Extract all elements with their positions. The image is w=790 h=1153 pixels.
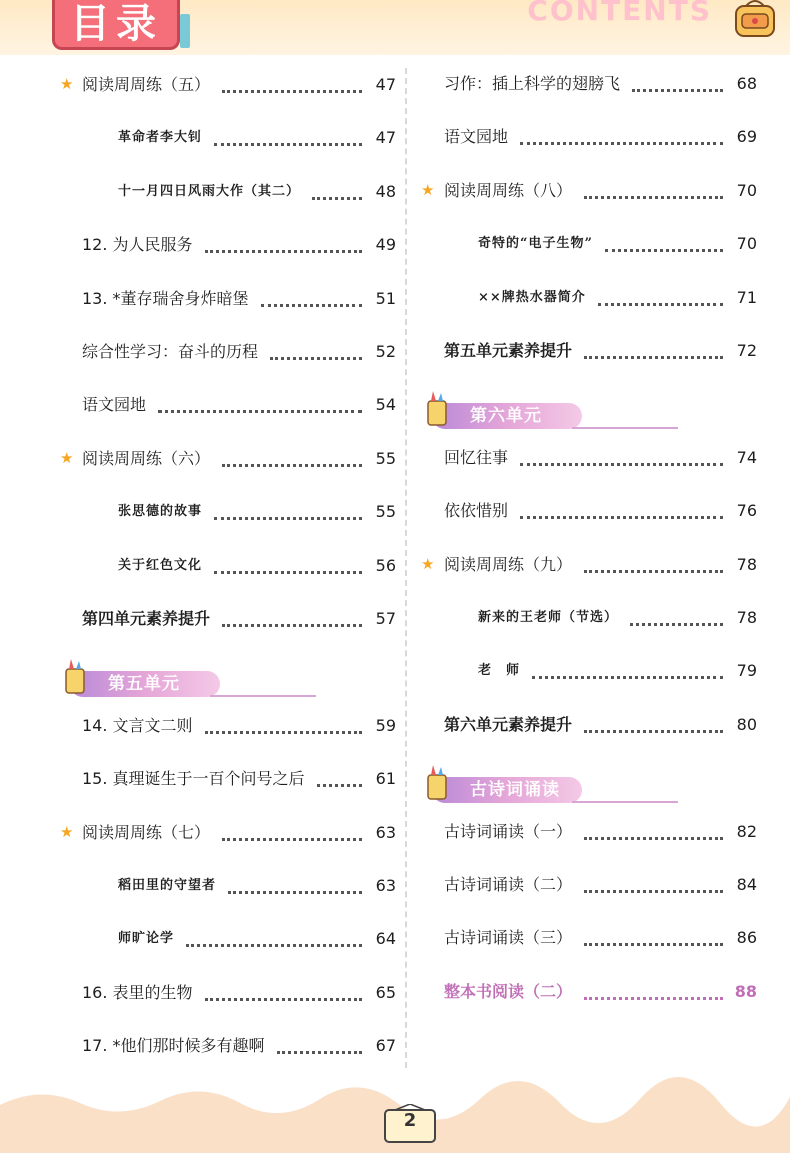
- leader-dots: [317, 784, 362, 787]
- schoolbag-icon: [728, 0, 780, 38]
- toc-entry-title: 张思德的故事: [118, 504, 203, 520]
- toc-entry-page: 48: [375, 181, 396, 201]
- toc-entry[interactable]: [0, 69, 790, 99]
- page-header: [0, 0, 790, 55]
- toc-entry-title: 13. *董存瑞舍身炸暗堡: [82, 288, 249, 308]
- toc-entry-page: 59: [375, 715, 396, 735]
- leader-dots: [532, 676, 723, 679]
- toc-entry[interactable]: [0, 229, 790, 259]
- logo-text: 目录: [70, 1, 162, 47]
- toc-entry-title: 第四单元素养提升: [82, 609, 211, 628]
- toc-entry[interactable]: [0, 176, 790, 206]
- toc-entry-title: 阅读周周练（七）: [82, 822, 211, 842]
- leader-dots: [584, 997, 723, 1000]
- leader-dots: [158, 410, 362, 413]
- banner-line: [210, 695, 316, 697]
- toc-entry-title: 古诗词诵读（一）: [444, 821, 573, 841]
- toc-entry-title: 稻田里的守望者: [118, 878, 217, 893]
- toc-entry-title: 语文园地: [82, 395, 147, 415]
- toc-entry[interactable]: [0, 122, 790, 152]
- contents-logo: [52, 0, 180, 50]
- toc-entry-page: 65: [375, 982, 396, 1002]
- toc-entry-title: 关于红色文化: [118, 557, 203, 573]
- leader-dots: [584, 196, 723, 199]
- toc-entry-page: 88: [734, 981, 757, 1001]
- banner-title: 古诗词诵读: [470, 780, 560, 801]
- toc-entry[interactable]: [0, 817, 790, 847]
- toc-entry-title: 综合性学习：奋斗的历程: [82, 342, 259, 361]
- toc-entry-page: 47: [375, 128, 396, 148]
- toc-entry-title: 16. 表里的生物: [82, 982, 193, 1002]
- toc-entry-page: 61: [375, 769, 396, 789]
- leader-dots: [520, 142, 723, 145]
- toc-entry[interactable]: [0, 283, 790, 313]
- toc-entry-page: 69: [736, 127, 757, 147]
- leader-dots: [630, 623, 723, 626]
- toc-entry-title: 师旷论学: [118, 931, 175, 947]
- toc-entry-title: 阅读周周练（八）: [444, 180, 573, 200]
- toc-entry-page: 78: [736, 608, 757, 627]
- toc-entry-page: 55: [375, 502, 396, 522]
- toc-entry-page: 72: [736, 341, 757, 360]
- toc-entry-title: 古诗词诵读（二）: [444, 875, 573, 894]
- toc-entry[interactable]: [0, 870, 790, 900]
- toc-entry-page: 67: [375, 1036, 396, 1056]
- toc-entry-page: 52: [375, 342, 396, 361]
- leader-dots: [584, 570, 723, 573]
- toc-entry-page: 63: [375, 822, 396, 842]
- leader-dots: [277, 1051, 362, 1054]
- toc-entry-page: 70: [736, 234, 757, 254]
- toc-entry-page: 54: [375, 395, 396, 415]
- toc-entry-page: 51: [375, 288, 396, 308]
- toc-entry-title: 阅读周周练（六）: [82, 448, 211, 468]
- star-icon: ★: [60, 448, 74, 467]
- star-icon: ★: [421, 180, 435, 199]
- toc-entry-page: 63: [375, 876, 396, 895]
- toc-entry-page: 78: [736, 554, 757, 574]
- toc-entry-title: 新来的王老师（节选）: [478, 610, 619, 625]
- leader-dots: [520, 463, 723, 466]
- toc-entry-title: 第五单元素养提升: [444, 341, 573, 360]
- toc-entry-title: 语文园地: [444, 127, 509, 147]
- toc-entry-title: 15. 真理诞生于一百个问号之后: [82, 769, 305, 789]
- banner-title: 第六单元: [470, 406, 542, 427]
- toc-entry-title: 习作：插上科学的翅膀飞: [444, 74, 621, 93]
- contents-label: CONTENTS: [527, 0, 712, 27]
- toc-entry-page: 64: [375, 929, 396, 949]
- leader-dots: [632, 89, 723, 92]
- toc-entry-title: 17. *他们那时候多有趣啊: [82, 1036, 265, 1056]
- toc-entry-title: 革命者李大钊: [118, 130, 203, 146]
- toc-entry-title: 阅读周周练（九）: [444, 554, 573, 574]
- toc-entry-page: 68: [736, 74, 757, 93]
- page-number: 2: [403, 1110, 417, 1131]
- toc-entry-title: ××牌热水器简介: [478, 289, 586, 305]
- leader-dots: [584, 730, 723, 733]
- leader-dots: [584, 837, 723, 840]
- toc-entry-title: 奇特的“电子生物”: [478, 236, 593, 252]
- toc-entry-page: 76: [736, 501, 757, 521]
- banner-line: [572, 801, 678, 803]
- toc-entry[interactable]: [0, 923, 790, 953]
- leader-dots: [598, 303, 723, 306]
- toc-entry-title: 第六单元素养提升: [444, 714, 573, 734]
- star-icon: ★: [421, 554, 435, 573]
- book-icon: [180, 14, 190, 48]
- section-banner: [422, 397, 680, 431]
- toc-entry-page: 79: [736, 661, 757, 681]
- toc-entry-title: 阅读周周练（五）: [82, 75, 211, 94]
- toc-entry-title: 14. 文言文二则: [82, 715, 193, 735]
- toc-entry-title: 老 师: [478, 663, 521, 679]
- leader-dots: [584, 890, 723, 893]
- leader-dots: [520, 516, 723, 519]
- toc-entry[interactable]: [0, 710, 790, 740]
- toc-entry-title: 古诗词诵读（三）: [444, 928, 573, 948]
- toc-entry-title: 整本书阅读（二）: [444, 981, 573, 1001]
- toc-entry[interactable]: [0, 336, 790, 366]
- toc-entry-title: 回忆往事: [444, 447, 509, 467]
- pencil-icon: [422, 765, 452, 805]
- toc-entry-page: 80: [736, 714, 757, 734]
- toc-entry-page: 55: [375, 448, 396, 468]
- toc-entry-page: 49: [375, 235, 396, 255]
- toc-entry[interactable]: [0, 977, 790, 1007]
- toc-entry-title: 依依惜别: [444, 501, 509, 521]
- toc-entry-page: 70: [736, 180, 757, 200]
- banner-line: [572, 427, 678, 429]
- toc-entry-page: 47: [375, 75, 396, 94]
- toc-entry[interactable]: [0, 603, 790, 633]
- toc-entry[interactable]: [0, 1031, 790, 1061]
- toc-entry-title: 十一月四日风雨大作（其二）: [118, 183, 301, 199]
- toc-entry[interactable]: [0, 443, 790, 473]
- toc-entry-page: 71: [736, 287, 757, 307]
- toc-entry-page: 82: [736, 821, 757, 841]
- leader-dots: [584, 943, 723, 946]
- section-banner: [422, 771, 680, 805]
- toc-entry-page: 86: [736, 928, 757, 948]
- toc-entry[interactable]: [0, 550, 790, 580]
- star-icon: ★: [60, 822, 74, 841]
- toc-entry-page: 57: [375, 609, 396, 628]
- toc-entry[interactable]: [0, 656, 790, 686]
- pencil-icon: [422, 391, 452, 431]
- star-icon: ★: [60, 75, 74, 93]
- toc-entry-page: 56: [375, 555, 396, 575]
- banner-title: 第五单元: [108, 674, 180, 695]
- leader-dots: [584, 356, 723, 359]
- toc-entry-page: 74: [736, 447, 757, 467]
- toc-entry-page: 84: [736, 875, 757, 894]
- leader-dots: [605, 249, 723, 252]
- toc-entry-title: 12. 为人民服务: [82, 235, 193, 255]
- toc-entry[interactable]: [0, 496, 790, 526]
